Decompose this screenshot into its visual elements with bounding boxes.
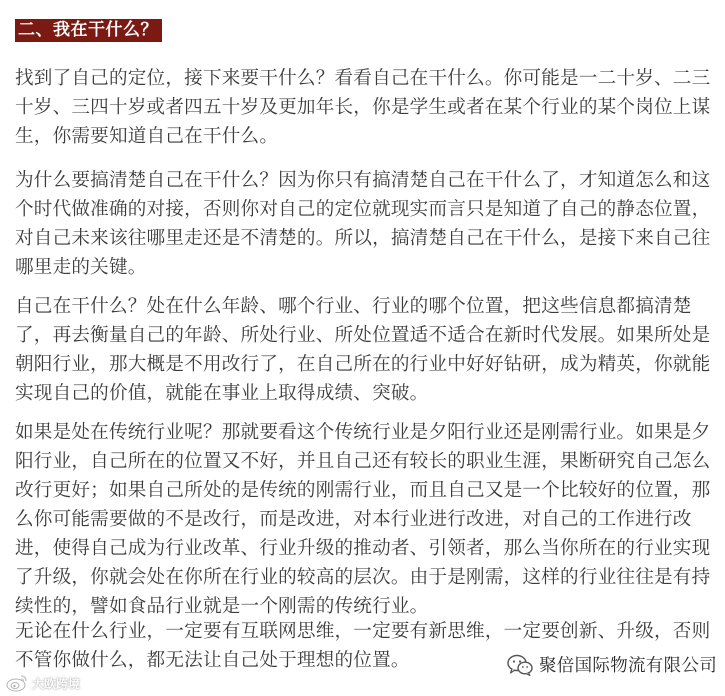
watermark-text: 大欧跨境: [32, 676, 81, 691]
section-heading-box: [15, 19, 162, 42]
paragraph-2: 为什么要搞清楚自己在干什么？因为你只有搞清楚自己在干什么了，才知道怎么和这个时代做准确的对接，否则你对自己的定位就现实而言只是知道了自己的静态位置，对自己未来该往哪里走还是不清楚的。所以，搞清楚自己在干什么，是接下来自己往哪里走的关键。: [15, 170, 711, 278]
wechat-icon: [507, 654, 533, 676]
section-heading: 二、我在干什么？: [18, 20, 158, 40]
paragraph-1: 找到了自己的定位，接下来要干什么？看看自己在干什么。你可能是一二十岁、二三十岁、三四十岁或者四五十岁及更加年长，你是学生或者在某个行业的某个岗位上谋生，你需要知道自己在干什么。: [15, 68, 711, 147]
brand-signature: [507, 652, 717, 677]
paragraph-4: 如果是处在传统行业呢？那就要看这个传统行业是夕阳行业还是刚需行业。如果是夕阳行业，自己所在的位置又不好，并且自己还有较长的职业生涯，果断研究自己怎么改行更好；如果自己所处的是传统的刚需行业，而且自己又是一个比较好的位置，那么你可能需要做的不是改行，而是改进，对本行业进行改进，对自己的工作进行改进，使得自己成为行业改革、行业升级的推动者、引领者，那么当你所在的行业实现了升级，你就会处在你所在行业的较高的层次。由于是刚需，这样的行业往往是有持续性的，譬如食品行业就是一个刚需的传统行业。: [15, 422, 711, 617]
paragraph-3: 自己在干什么？处在什么年龄、哪个行业、行业的哪个位置，把这些信息都搞清楚了，再去衡量自己的年龄、所处行业、所处位置适不适合在新时代发展。如果所处是朝阳行业，那大概是不用改行了，在自己所在的行业中好好钻研，成为精英，你就能实现自己的价值，就能在事业上取得成绩、突破。: [15, 296, 711, 404]
paragraph-5: 无论在什么行业，一定要有互联网思维，一定要有新思维，一定要创新、升级，否则不管你做什么，都无法让自己处于理想的位置。: [15, 621, 711, 671]
weibo-icon: [6, 674, 28, 692]
brand-name: 聚倍国际物流有限公司: [539, 656, 717, 676]
watermark: [6, 674, 80, 692]
